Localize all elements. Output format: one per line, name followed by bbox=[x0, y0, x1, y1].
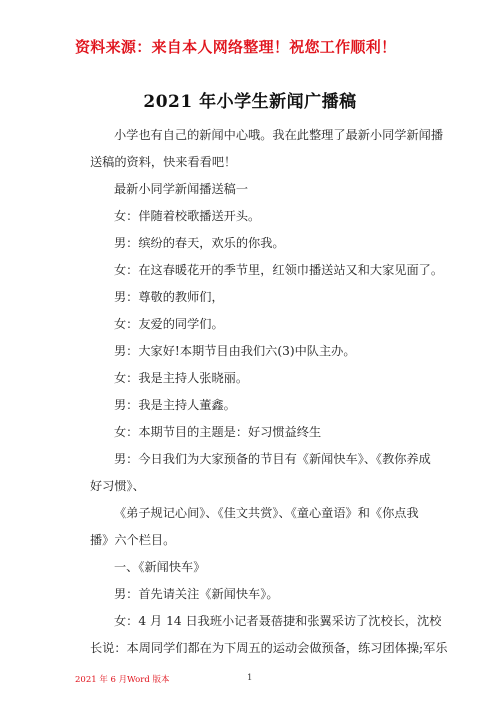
dialogue-line: 男：缤纷的春天，欢乐的你我。 bbox=[114, 236, 285, 250]
dialogue-line: 女：伴随着校歌播送开头。 bbox=[114, 209, 261, 223]
page-number: 1 bbox=[247, 673, 253, 683]
dialogue-line: 女：4 月 14 日我班小记者聂蓓捷和张翼采访了沈校长，沈校 bbox=[114, 614, 442, 628]
paragraph-continuation: 送稿的资料，快来看看吧！ bbox=[90, 155, 237, 169]
dialogue-line: 男：今日我们为大家预备的节目有《新闻快车》、《教你养成 bbox=[114, 452, 431, 466]
paragraph-continuation: 好习惯》、 bbox=[90, 479, 145, 493]
dialogue-line: 男：首先请关注《新闻快车》。 bbox=[114, 587, 279, 601]
paragraph-continuation: 长说：本周同学们都在为下周五的运动会做预备，练习团体操;军乐 bbox=[90, 641, 448, 655]
dialogue-line: 女：我是主持人张晓丽。 bbox=[114, 371, 249, 385]
dialogue-line: 男：尊敬的教师们， bbox=[114, 290, 224, 304]
footer-version: Word 版本 bbox=[127, 675, 170, 685]
paragraph: 小学也有自己的新闻中心哦。我在此整理了最新小同学新闻播 bbox=[114, 128, 444, 142]
dialogue-line: 男：大家好!本期节目由我们六(3)中队主办。 bbox=[114, 344, 356, 358]
section-heading: 最新小同学新闻播送稿一 bbox=[114, 182, 249, 196]
source-banner: 资料来源：来自本人网络整理！祝您工作顺利！ bbox=[75, 38, 397, 56]
dialogue-line: 女：本期节目的主题是：好习惯益终生 bbox=[114, 425, 322, 439]
dialogue-line: 男：我是主持人董鑫。 bbox=[114, 398, 236, 412]
dialogue-line: 女：在这春暖花开的季节里，红领巾播送站又和大家见面了。 bbox=[114, 263, 444, 277]
dialogue-line: 女：友爱的同学们。 bbox=[114, 317, 224, 331]
section-heading: 一、《新闻快车》 bbox=[114, 560, 206, 574]
footer-date: 2021 年 6 月 bbox=[75, 675, 128, 685]
document-title: 2021 年小学生新闻广播稿 bbox=[143, 92, 357, 112]
paragraph-continuation: 播》六个栏目。 bbox=[90, 533, 176, 547]
paragraph: 《弟子规记心间》、《佳文共赏》、《童心童语》和《你点我 bbox=[114, 506, 419, 520]
